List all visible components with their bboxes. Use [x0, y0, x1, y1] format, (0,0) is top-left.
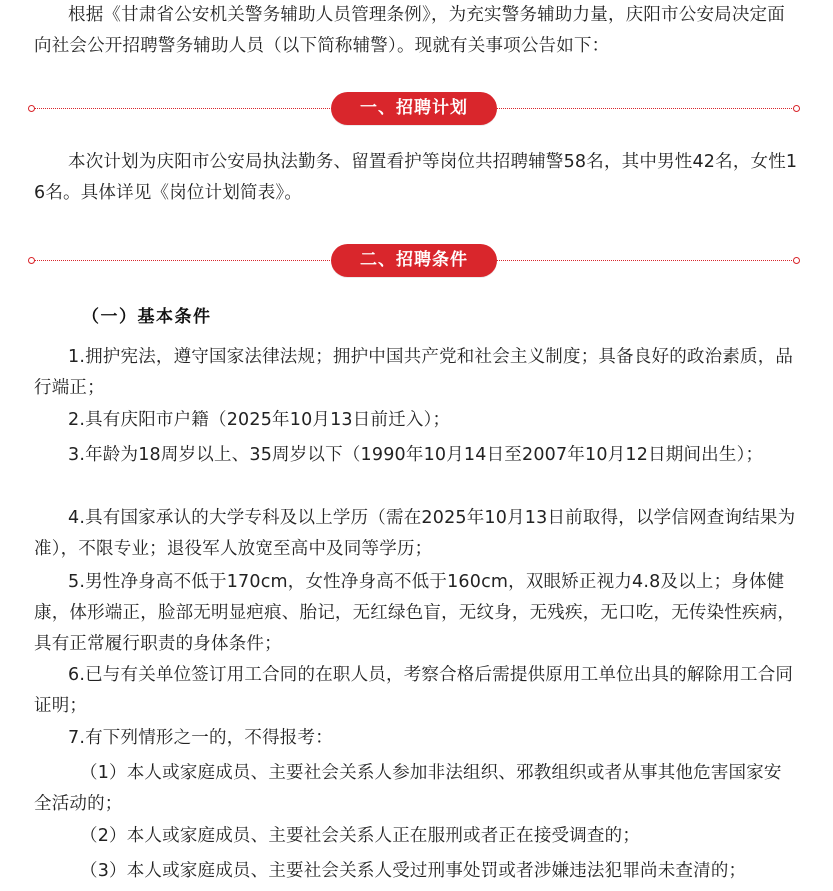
intro-paragraph: 根据《甘肃省公安机关警务辅助人员管理条例》，为充实警务辅助力量，庆阳市公安局决定面向社会公开招聘警务辅助人员（以下简称辅警）。现就有关事项公告如下： — [34, 5, 785, 56]
condition-item-2: 2.具有庆阳市户籍（2025年10月13日前迁入）； — [68, 410, 451, 430]
section-divider-recruitment-conditions — [28, 244, 800, 278]
condition-item-3: 3.年龄为18周岁以上、35周岁以下（1990年10月14日至2007年10月12日期间出生）； — [68, 445, 764, 465]
section-divider-recruitment-plan — [28, 92, 800, 126]
condition-item-6: 6.已与有关单位签订用工合同的在职人员，考察合格后需提供原用工单位出具的解除用工合同证明； — [34, 665, 794, 716]
disqualification-item-2: （2）本人或家庭成员、主要社会关系人正在服刑或者正在接受调查的； — [80, 826, 641, 846]
condition-item-7: 7.有下列情形之一的，不得报考： — [68, 728, 333, 748]
divider-dot-right — [793, 257, 800, 264]
recruitment-plan-paragraph: 本次计划为庆阳市公安局执法勤务、留置看护等岗位共招聘辅警58名，其中男性42名，女性16名。具体详见《岗位计划简表》。 — [34, 152, 798, 203]
condition-item-1: 1.拥护宪法，遵守国家法律法规；拥护中国共产党和社会主义制度；具备良好的政治素质，品行端正； — [34, 347, 794, 398]
section-title-recruitment-plan: 一、招聘计划 — [331, 92, 497, 125]
disqualification-item-3: （3）本人或家庭成员、主要社会关系人受过刑事处罚或者涉嫌违法犯罪尚未查清的； — [80, 861, 747, 881]
subheading-basic-conditions: （一）基本条件 — [82, 307, 212, 327]
condition-item-4: 4.具有国家承认的大学专科及以上学历（需在2025年10月13日前取得，以学信网查询结果为准），不限专业；退役军人放宽至高中及同等学历； — [34, 508, 796, 559]
divider-dot-right — [793, 105, 800, 112]
section-title-recruitment-conditions: 二、招聘条件 — [331, 244, 497, 277]
disqualification-item-1: （1）本人或家庭成员、主要社会关系人参加非法组织、邪教组织或者从事其他危害国家安全活动的； — [34, 763, 782, 814]
condition-item-5: 5.男性净身高不低于170cm，女性净身高不低于160cm，双眼矫正视力4.8及以上；身体健康，体形端正，脸部无明显疤痕、胎记，无红绿色盲，无纹身，无残疾，无口吃，无传染性疾病，具有正常履行职责的身体条件； — [34, 572, 796, 654]
